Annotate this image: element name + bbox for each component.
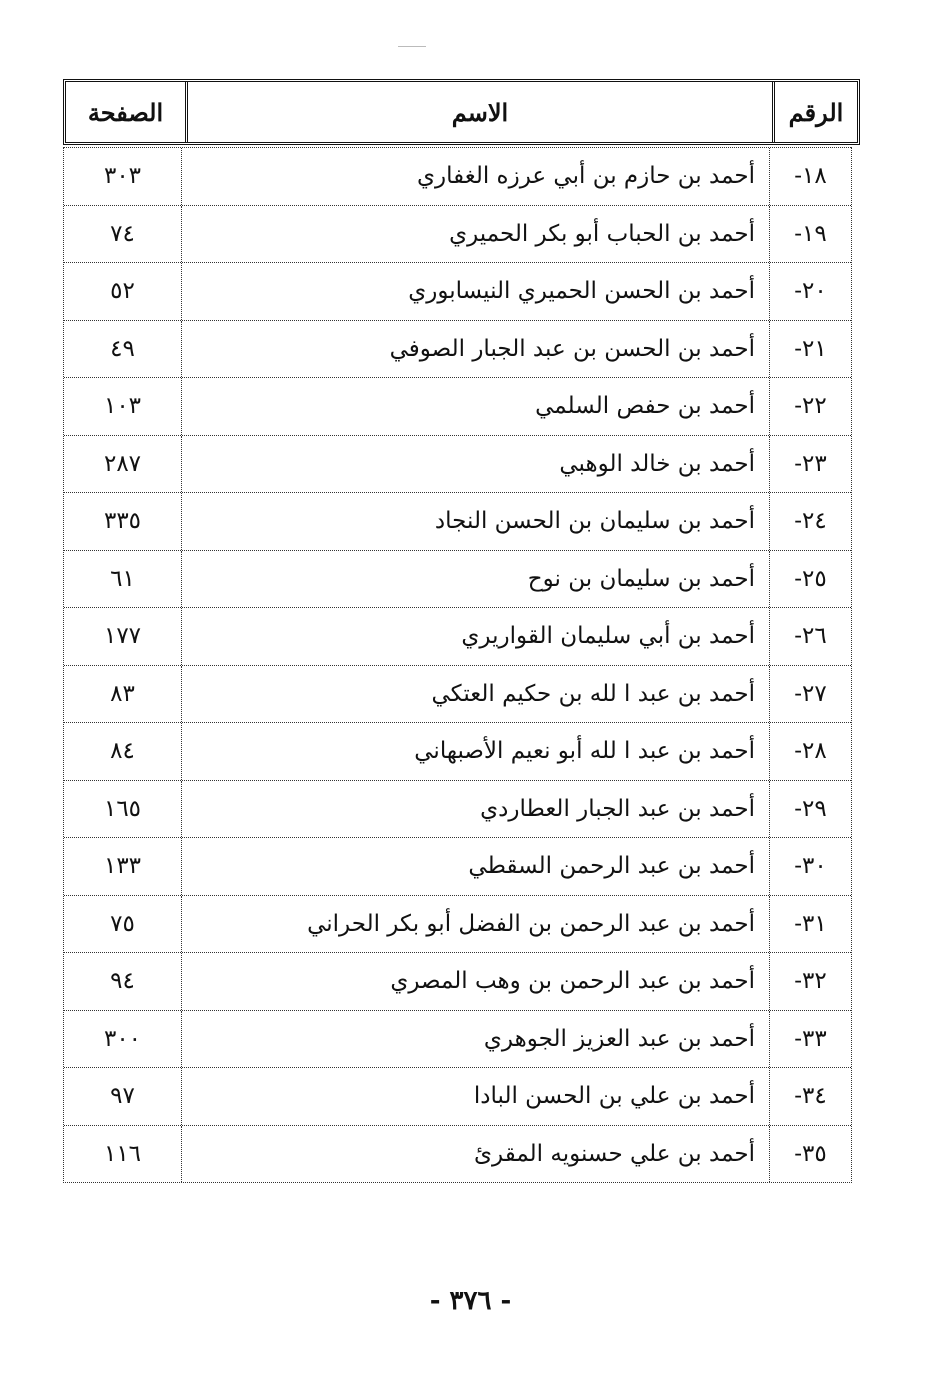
- row-name: أحمد بن سليمان بن نوح: [181, 551, 769, 608]
- row-number: ٢٥-: [769, 551, 851, 608]
- index-table: [63, 79, 860, 1183]
- row-number: ٢٩-: [769, 781, 851, 838]
- row-number: ٢٦-: [769, 608, 851, 665]
- row-number: ٢٣-: [769, 436, 851, 493]
- row-name: أحمد بن عبد الرحمن السقطي: [181, 838, 769, 895]
- row-page: ٩٤: [110, 968, 135, 995]
- table-row: [64, 377, 851, 435]
- row-name: أحمد بن علي بن الحسن البادا: [181, 1068, 769, 1125]
- row-page: ٨٤: [110, 738, 135, 765]
- row-name: أحمد بن خالد الوهبي: [181, 436, 769, 493]
- row-name: أحمد بن عبد ا لله بن حكيم العتكي: [181, 666, 769, 723]
- row-name: أحمد بن حازم بن أبي عرزه الغفاري: [181, 148, 769, 205]
- row-page: ١٧٧: [103, 623, 142, 650]
- table-row: [64, 492, 851, 550]
- row-number: ٣٤-: [769, 1068, 851, 1125]
- table-row: [64, 607, 851, 665]
- table-row: [64, 1125, 851, 1183]
- row-page: ٧٥: [110, 910, 135, 937]
- row-page: ٦١: [110, 565, 135, 592]
- row-number: ٣١-: [769, 896, 851, 953]
- table-row: [64, 435, 851, 493]
- header-name: الاسم: [185, 82, 772, 142]
- table-row: [64, 780, 851, 838]
- table-body: [63, 147, 852, 1183]
- table-row: [64, 722, 851, 780]
- row-name: أحمد بن سليمان بن الحسن النجاد: [181, 493, 769, 550]
- row-number: ٢١-: [769, 321, 851, 378]
- row-page: ٣٠٠: [103, 1025, 142, 1052]
- table-row: [64, 550, 851, 608]
- row-page: ٣٠٣: [103, 163, 142, 190]
- row-page: ٥٢: [110, 278, 135, 305]
- table-row: [64, 1067, 851, 1125]
- row-page: ٧٤: [110, 220, 135, 247]
- row-name: أحمد بن عبد الرحمن بن الفضل أبو بكر الحراني: [181, 896, 769, 953]
- row-page: ٩٧: [110, 1083, 135, 1110]
- row-number: ٣٣-: [769, 1011, 851, 1068]
- row-name: أحمد بن الحسن بن عبد الجبار الصوفي: [181, 321, 769, 378]
- table-row: [64, 837, 851, 895]
- row-number: ٣٢-: [769, 953, 851, 1010]
- header-page: الصفحة: [87, 97, 164, 127]
- table-row: [64, 895, 851, 953]
- table-row: [64, 1010, 851, 1068]
- row-number: ١٩-: [769, 206, 851, 263]
- row-page: ٢٨٧: [103, 450, 142, 477]
- row-name: أحمد بن عبد الجبار العطاردي: [181, 781, 769, 838]
- row-number: ٢٠-: [769, 263, 851, 320]
- row-number: ٢٨-: [769, 723, 851, 780]
- row-number: ٢٧-: [769, 666, 851, 723]
- table-row: [64, 320, 851, 378]
- row-number: ١٨-: [769, 148, 851, 205]
- row-name: أحمد بن عبد الرحمن بن وهب المصري: [181, 953, 769, 1010]
- table-row: [64, 205, 851, 263]
- top-mark: [398, 46, 426, 47]
- row-name: أحمد بن أبي سليمان القواريري: [181, 608, 769, 665]
- table-row: [64, 665, 851, 723]
- table-row: [64, 262, 851, 320]
- row-page: ٣٣٥: [103, 508, 142, 535]
- row-name: أحمد بن عبد العزيز الجوهري: [181, 1011, 769, 1068]
- header-number: الرقم: [772, 82, 857, 142]
- table-row: [64, 147, 851, 205]
- row-page: ١٦٥: [103, 795, 142, 822]
- row-number: ٣٠-: [769, 838, 851, 895]
- table-row: [64, 952, 851, 1010]
- row-name: أحمد بن الحباب أبو بكر الحميري: [181, 206, 769, 263]
- row-page: ١٠٣: [103, 393, 142, 420]
- table-header: [63, 79, 860, 145]
- row-name: أحمد بن الحسن الحميري النيسابوري: [181, 263, 769, 320]
- row-name: أحمد بن حفص السلمي: [181, 378, 769, 435]
- row-number: ٢٢-: [769, 378, 851, 435]
- row-page: ٤٩: [110, 335, 135, 362]
- row-number: ٢٤-: [769, 493, 851, 550]
- row-page: ١١٦: [103, 1140, 142, 1167]
- row-name: أحمد بن علي حسنويه المقرئ: [181, 1126, 769, 1183]
- row-number: ٣٥-: [769, 1126, 851, 1183]
- row-page: ١٣٣: [103, 853, 142, 880]
- row-name: أحمد بن عبد ا لله أبو نعيم الأصبهاني: [181, 723, 769, 780]
- row-page: ٨٣: [110, 680, 135, 707]
- page-number: - ٣٧٦ -: [429, 1286, 512, 1316]
